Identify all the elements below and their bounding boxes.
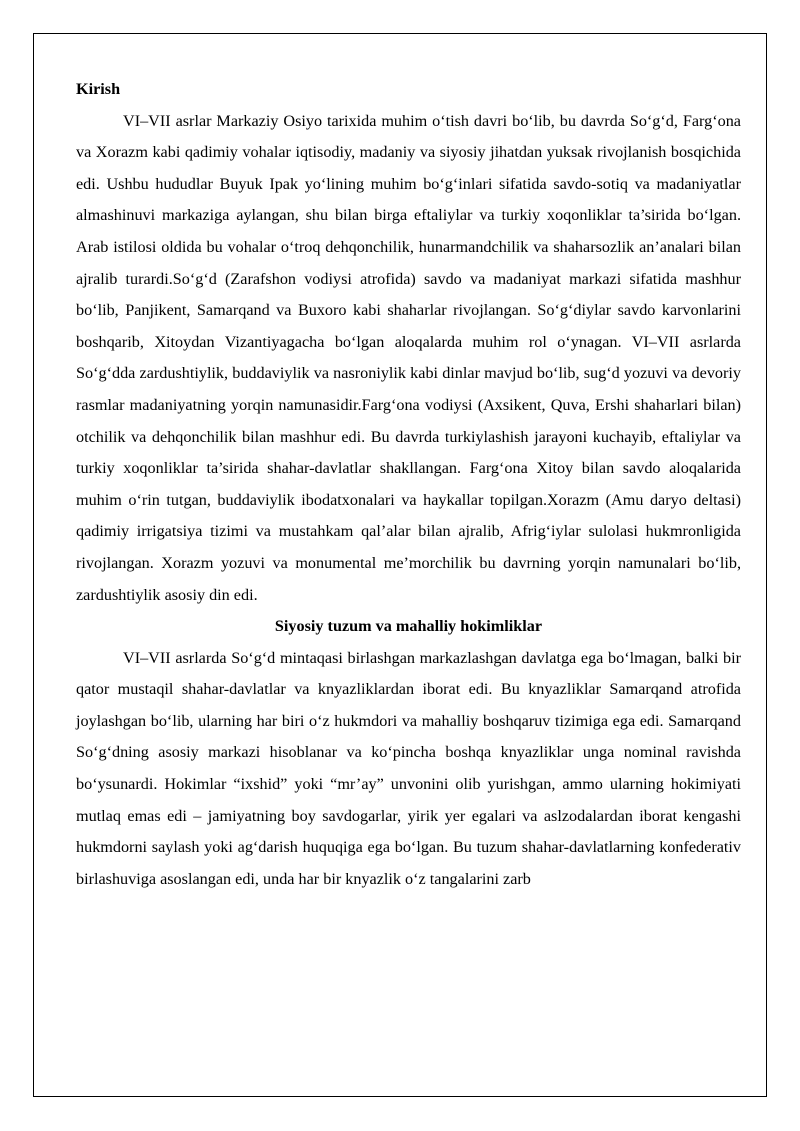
section-paragraph: VI–VII asrlarda So‘g‘d mintaqasi birlashgan markazlashgan davlatga ega bo‘lmagan, balki bir qator mustaqil shahar-davlatlar va knyazliklardan iborat edi. Bu knyazliklar Samarqand atrofida joylashgan bo‘lib, ularning har biri o‘z hukmdori va mahalliy boshqaruv tizimiga ega edi. Samarqand So‘g‘dning asosiy markazi hisoblanar va ko‘pincha boshqa knyazliklar unga nominal ravishda bo‘ysunardi. Hokimlar “ixshid” yoki “mr’ay” unvonini olib yurishgan, ammo ularning hokimiyati mutlaq emas edi – jamiyatning boy savdogarlar, yirik yer egalari va aslzodalardan iborat kengashi hukmdorni saylash yoki ag‘darish huquqiga ega bo‘lgan. Bu tuzum shahar-davlatlarning konfederativ birlashuviga asoslangan edi, unda har bir knyazlik o‘z tangalarini zarb <box>76 648 741 888</box>
intro-paragraph: VI–VII asrlar Markaziy Osiyo tarixida muhim o‘tish davri bo‘lib, bu davrda So‘g‘d, Farg‘ona va Xorazm kabi qadimiy vohalar iqtisodiy, madaniy va siyosiy jihatdan yuksak rivojlanish bosqichida edi. Ushbu hududlar Buyuk Ipak yo‘lining muhim bo‘g‘inlari sifatida savdo-sotiq va madaniyatlar almashinuvi markaziga aylangan, shu bilan birga eftaliylar va turkiy xoqonliklar ta’sirida bo‘lgan. Arab istilosi oldida bu vohalar o‘troq dehqonchilik, hunarmandchilik va shaharsozlik an’analari bilan ajralib turardi.So‘g‘d (Zarafshon vodiysi atrofida) savdo va madaniyat markazi sifatida mashhur bo‘lib, Panjikent, Samarqand va Buxoro kabi shaharlar rivojlangan. So‘g‘diylar savdo karvonlarini boshqarib, Xitoydan Vizantiyagacha bo‘lgan aloqalarda muhim rol o‘ynagan. VI–VII asrlarda So‘g‘dda zardushtiylik, buddaviylik va nasroniylik kabi dinlar mavjud bo‘lib, sug‘d yozuvi va devoriy rasmlar madaniyatning yorqin namunasidir.Farg‘ona vodiysi (Axsikent, Quva, Ershi shaharlari bilan) otchilik va dehqonchilik bilan mashhur edi. Bu davrda turkiylashish jarayoni kuchayib, eftaliylar va turkiy xoqonliklar ta’sirida shahar-davlatlar shakllangan. Farg‘ona Xitoy bilan savdo aloqalarida muhim o‘rin tutgan, buddaviylik ibodatxonalari va haykallar topilgan.Xorazm (Amu daryo deltasi) qadimiy irrigatsiya tizimi va mustahkam qal’alar bilan ajralib, Afrig‘iylar sulolasi hukmronligida rivojlangan. Xorazm yozuvi va monumental me’morchilik bu davrning yorqin namunalari bo‘lib, zardushtiylik asosiy din edi. <box>76 111 741 604</box>
section-heading: Siyosiy tuzum va mahalliy hokimliklar <box>274 617 543 636</box>
intro-heading: Kirish <box>76 80 121 98</box>
document-body <box>76 74 741 895</box>
